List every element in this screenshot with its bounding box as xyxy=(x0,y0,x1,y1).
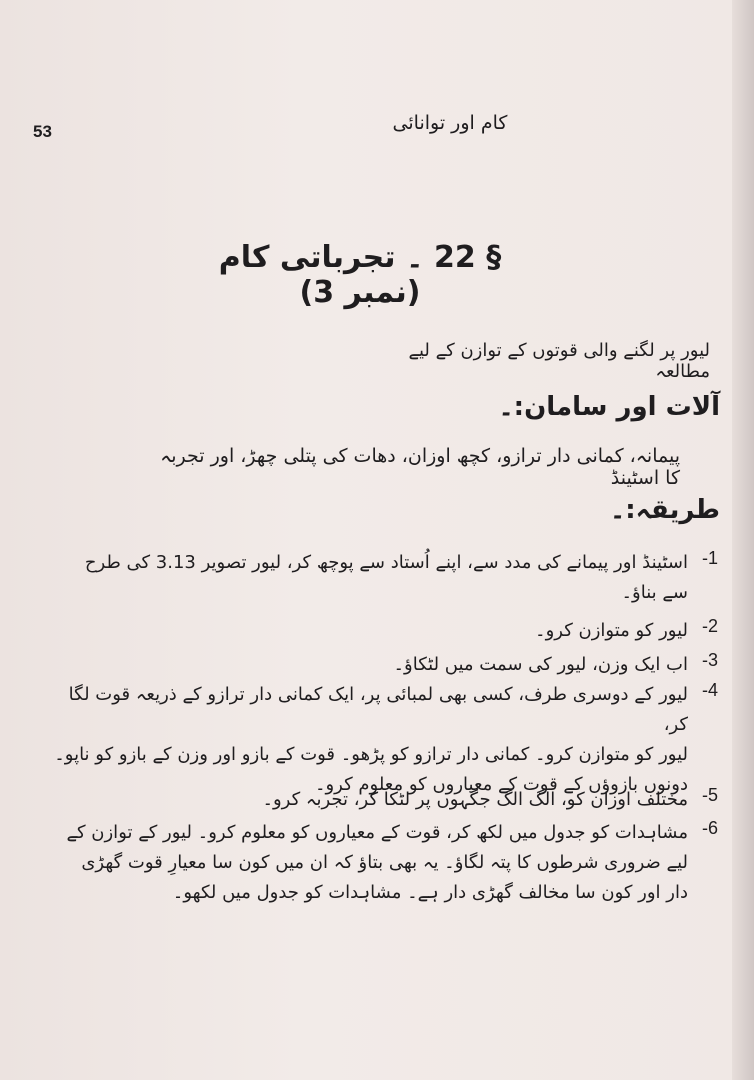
experiment-subtitle: لیور پر لگنے والی قوتوں کے توازن کے لیے مطالعہ xyxy=(408,340,710,382)
step-text: مشاہدات کو جدول میں لکھ کر، قوت کے معیاروں کو معلوم کرو۔ لیور کے توازن کے لیے ضروری شرطوں کا پتہ لگاؤ۔ یہ بھی بتاؤ کہ ان میں کون سا معیارِ قوت گھڑی دار اور کون سا مخالف گھڑی دار ہے۔ مشاہدات کو جدول میں لکھو۔ xyxy=(66,822,688,903)
step-number: -1 xyxy=(702,548,719,568)
tools-list: پیمانہ، کمانی دار ترازو، کچھ اوزان، دھات کی پتلی چھڑ، اور تجربہ کا اسٹینڈ xyxy=(160,445,680,489)
step-6 xyxy=(36,818,736,910)
step-number: -3 xyxy=(702,650,719,670)
step-text: مختلف اوزان کو، الگ الگ جگہوں پر لٹکا کر، تجربہ کرو۔ xyxy=(262,789,688,810)
step-1 xyxy=(36,548,736,608)
step-text: اب ایک وزن، لیور کی سمت میں لٹکاؤ۔ xyxy=(393,654,688,675)
step-number: -2 xyxy=(702,616,719,636)
step-text: لیور کے دوسری طرف، کسی بھی لمبائی پر، ایک کمانی دار ترازو کے ذریعہ قوت لگا کر، لیور کو متوازن کرو۔ کمانی دار ترازو کو پڑھو۔ قوت کے بازو اور وزن کے بازو کو ناپو۔ دونوں بازوؤں کے قوت کے معیاروں کو معلوم کرو۔ xyxy=(54,684,688,795)
page-number: 53 xyxy=(33,122,52,141)
step-4 xyxy=(36,680,736,795)
page-edge xyxy=(732,0,754,1080)
step-number: -4 xyxy=(702,680,719,700)
running-head: کام اور توانائی xyxy=(392,112,508,134)
step-number: -6 xyxy=(702,818,719,838)
tools-heading: آلات اور سامان:۔ xyxy=(498,392,720,422)
step-5 xyxy=(36,785,736,815)
step-number: -5 xyxy=(702,785,719,805)
step-2 xyxy=(36,616,736,646)
step-3 xyxy=(36,650,736,680)
method-heading: طریقہ:۔ xyxy=(609,495,720,525)
step-text: اسٹینڈ اور پیمانے کی مدد سے، اپنے اُستاد سے پوچھ کر، لیور تصویر 3.13 کی طرح سے بناؤ۔ xyxy=(84,552,688,603)
step-text: لیور کو متوازن کرو۔ xyxy=(535,620,688,641)
section-title: § 22 ۔ تجرباتی کام (نمبر 3) xyxy=(218,240,502,310)
